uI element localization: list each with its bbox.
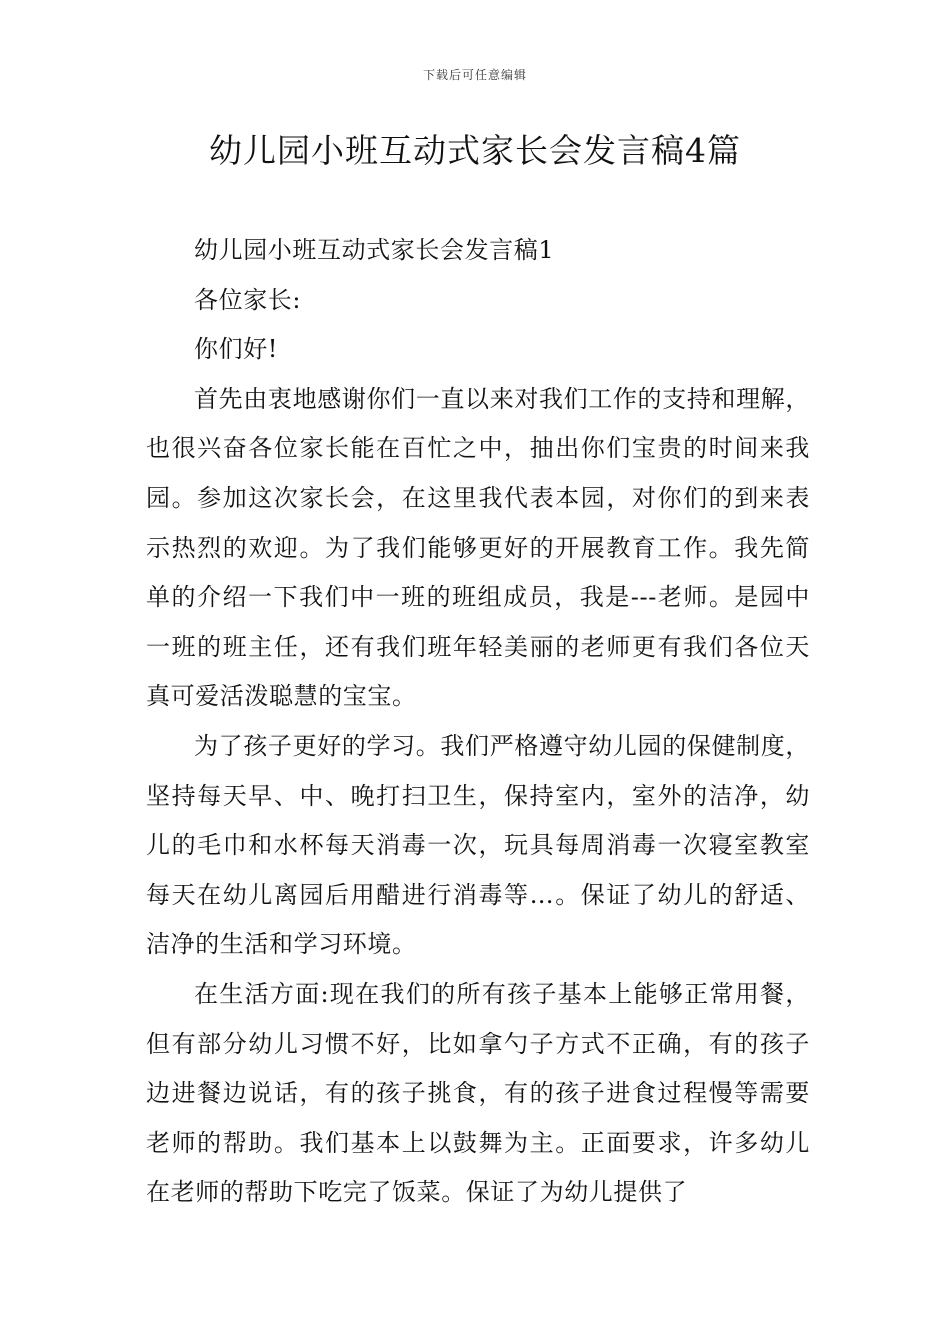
paragraph-introduction: 首先由衷地感谢你们一直以来对我们工作的支持和理解，也很兴奋各位家长能在百忙之中，抽出你们宝贵的时间来我园。参加这次家长会，在这里我代表本园，对你们的到来表示热烈的欢迎。为了我们能够更好的开展教育工作。我先简单的介绍一下我们中一班的班组成员，我是---老师。是园中一班的班主任，还有我们班年轻美丽的老师更有我们各位天真可爱活泼聪慧的宝宝。 — [146, 384, 810, 711]
document-title: 幼儿园小班互动式家长会发言稿4篇 — [209, 131, 741, 170]
document-body — [146, 226, 810, 1218]
paragraph-daily-life: 在生活方面:现在我们的所有孩子基本上能够正常用餐，但有部分幼儿习惯不好，比如拿勺子方式不正确，有的孩子边进餐边说话，有的孩子挑食，有的孩子进食过程慢等需要老师的帮助。我们基本上以鼓舞为主。正面要求，许多幼儿在老师的帮助下吃完了饭菜。保证了为幼儿提供了 — [146, 979, 810, 1207]
paragraph-hygiene: 为了孩子更好的学习。我们严格遵守幼儿园的保健制度，坚持每天早、中、晚打扫卫生，保持室内，室外的洁净，幼儿的毛巾和水杯每天消毒一次，玩具每周消毒一次寝室教室每天在幼儿离园后用醋进行消毒等…。保证了幼儿的舒适、洁净的生活和学习环境。 — [146, 731, 810, 959]
salutation: 各位家长: — [194, 285, 302, 314]
header-note: 下载后可任意编辑 — [422, 68, 527, 82]
section-heading: 幼儿园小班互动式家长会发言稿1 — [194, 236, 555, 264]
greeting: 你们好! — [194, 335, 279, 364]
